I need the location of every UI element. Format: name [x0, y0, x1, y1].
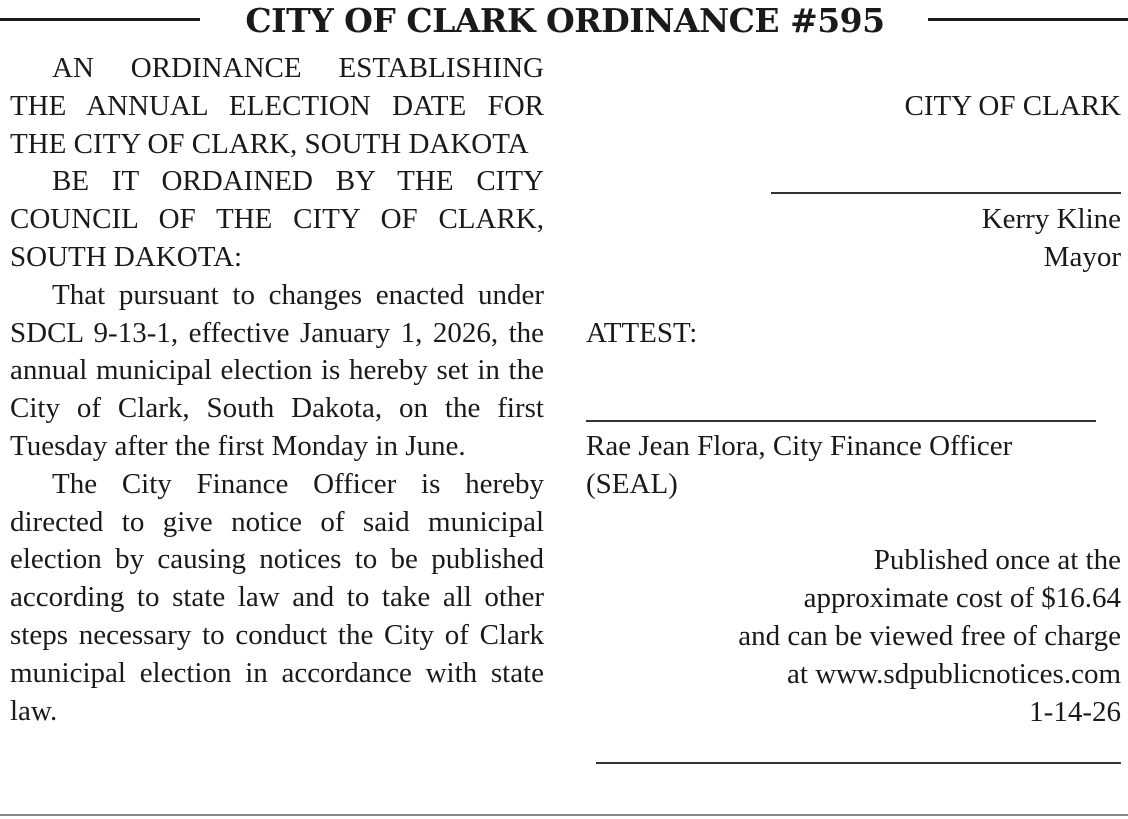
ordinance-heading: AN ORDINANCE ESTABLISHING THE ANNUAL ELECTION DATE FOR THE CITY OF CLARK, SOUTH DAKOTA: [10, 52, 544, 160]
finance-officer-name: Rae Jean Flora, City Finance Officer: [586, 430, 1013, 462]
header: [0, 0, 1128, 44]
entity-name: CITY OF CLARK: [904, 90, 1121, 122]
publication-line-1: Published once at the: [873, 544, 1121, 576]
mayor-signature-line: [771, 192, 1121, 194]
publication-line-4: at www.sdpublicnotices.com: [787, 658, 1121, 690]
publication-line-3: and can be viewed free of charge: [738, 620, 1121, 652]
mayor-title: Mayor: [1043, 241, 1121, 273]
publication-line-2: approximate cost of $16.64: [803, 582, 1121, 614]
closing-rule: [596, 762, 1121, 764]
page-title: CITY OF CLARK ORDINANCE #595: [245, 1, 885, 40]
publication-date: 1-14-26: [1029, 696, 1121, 728]
attest-label: ATTEST:: [586, 317, 698, 349]
ordaining-clause: BE IT ORDAINED BY THE CITY COUNCIL OF THE CITY OF CLARK, SOUTH DAKOTA:: [10, 165, 544, 273]
header-rule-right: [928, 18, 1128, 21]
bottom-border: [0, 814, 1128, 816]
attest-signature-line: [586, 420, 1096, 422]
finance-officer-paragraph: The City Finance Officer is hereby directed to give notice of said municipal election by causing notices to be published according to state law and to take all other steps necessary to conduct the City of Clark municipal election in accordance with state law.: [10, 467, 544, 727]
election-date-paragraph: That pursuant to changes enacted under SDCL 9-13-1, effective January 1, 2026, the annual municipal election is hereby set in the City of Clark, South Dakota, on the first Tuesday after the first Monday in June.: [10, 278, 544, 462]
ordinance-body: [10, 50, 544, 730]
seal-label: (SEAL): [586, 468, 678, 500]
mayor-name: Kerry Kline: [981, 203, 1121, 235]
header-rule-left: [0, 18, 200, 21]
